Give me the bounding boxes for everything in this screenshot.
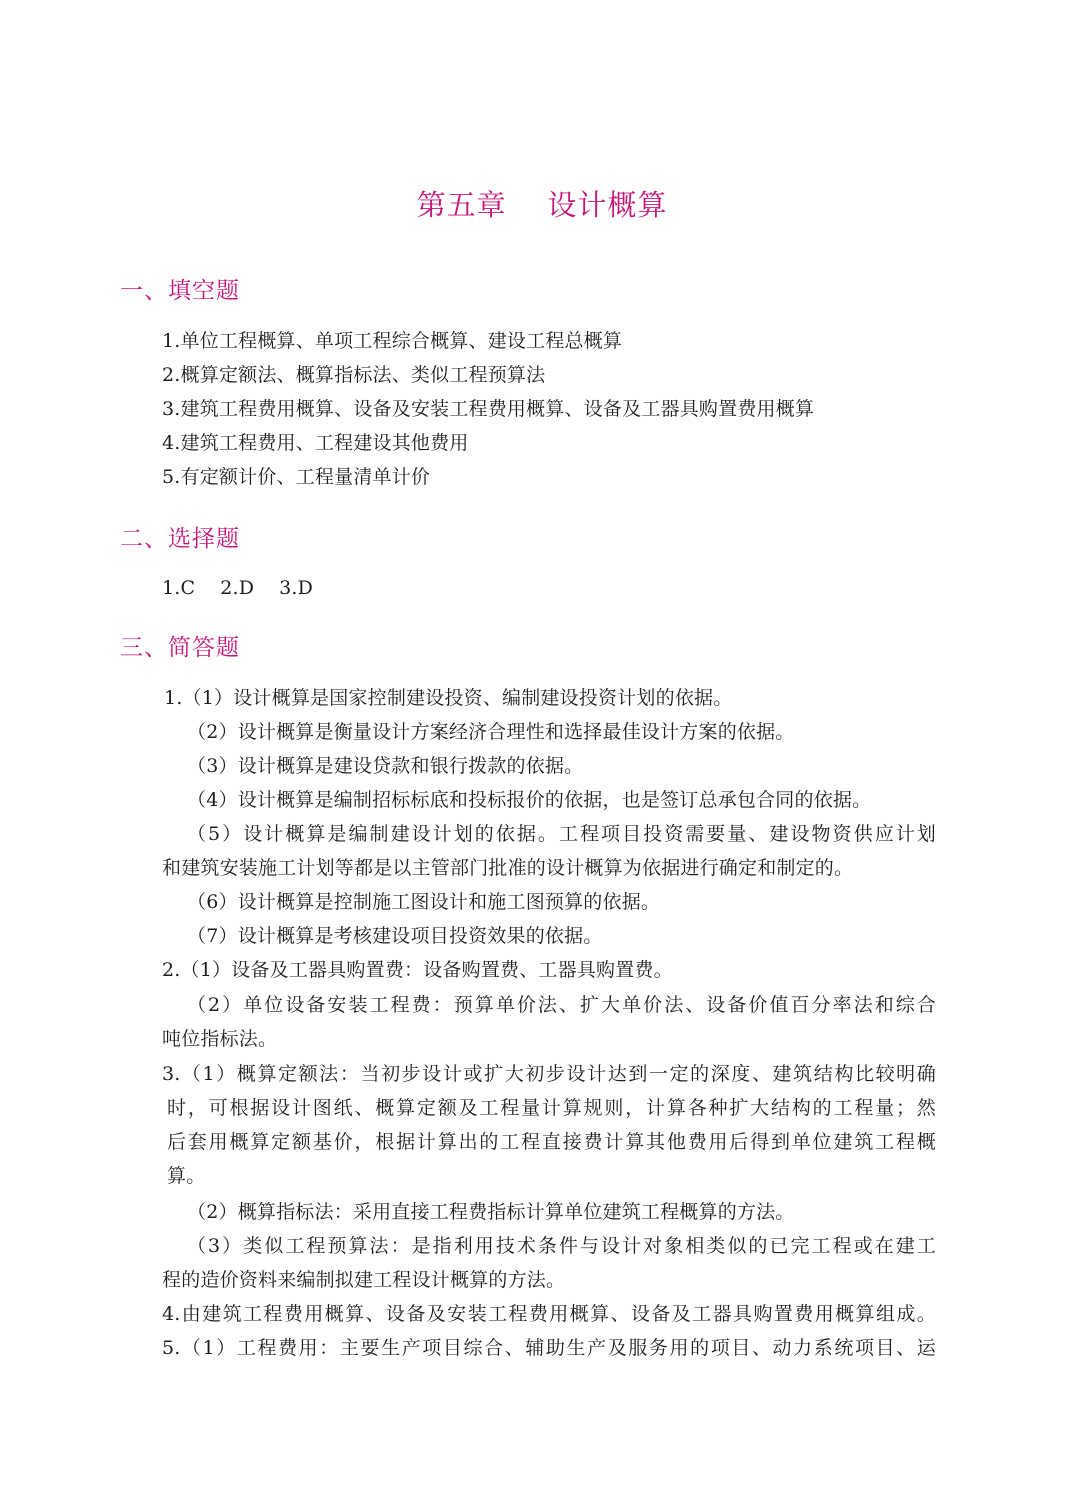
answer-line: 4.建筑工程费用、工程建设其他费用: [162, 432, 469, 454]
answer-line: （6）设计概算是控制施工图设计和施工图预算的依据。: [187, 891, 661, 913]
answer-line: （3）类似工程预算法：是指利用技术条件与设计对象相类似的已完工程或在建工: [187, 1235, 936, 1257]
answer-line: 程的造价资料来编制拟建工程设计概算的方法。: [162, 1269, 566, 1291]
answer-line: 后套用概算定额基价，根据计算出的工程直接费计算其他费用后得到单位建筑工程概: [167, 1131, 936, 1153]
answer-line: 时，可根据设计图纸、概算定额及工程量计算规则，计算各种扩大结构的工程量；然: [167, 1097, 936, 1119]
answer-line: （2）设计概算是衡量设计方案经济合理性和选择最佳设计方案的依据。: [187, 721, 795, 743]
answer-line: 3.（1）概算定额法：当初步设计或扩大初步设计达到一定的深度、建筑结构比较明确: [162, 1063, 936, 1085]
answer-line: 2.（1）设备及工器具购置费：设备购置费、工器具购置费。: [162, 959, 673, 981]
answer-line: 1.C 2.D 3.D: [162, 577, 314, 599]
answer-line: 1.单位工程概算、单项工程综合概算、建设工程总概算: [162, 330, 623, 352]
answer-line: 算。: [167, 1165, 206, 1187]
answer-line: 4.由建筑工程费用概算、设备及安装工程费用概算、设备及工器具购置费用概算组成。: [162, 1303, 936, 1325]
answer-line: 吨位指标法。: [162, 1028, 278, 1050]
answer-line: （2）单位设备安装工程费：预算单价法、扩大单价法、设备价值百分率法和综合: [187, 994, 936, 1016]
answer-line: 和建筑安装施工计划等都是以主管部门批准的设计概算为依据进行确定和制定的。: [162, 857, 854, 879]
answer-line: 5.有定额计价、工程量清单计价: [162, 466, 431, 488]
chapter-title: 第五章 设计概算: [416, 188, 668, 222]
answer-line: （2）概算指标法：采用直接工程费指标计算单位建筑工程概算的方法。: [187, 1201, 795, 1223]
answer-line: 1.（1）设计概算是国家控制建设投资、编制建设投资计划的依据。: [164, 687, 733, 709]
answer-line: 2.概算定额法、概算指标法、类似工程预算法: [162, 364, 546, 386]
answer-line: 5.（1）工程费用：主要生产项目综合、辅助生产及服务用的项目、动力系统项目、运: [162, 1337, 936, 1359]
section-heading-short-answer: 三、简答题: [120, 635, 240, 661]
answer-line: （4）设计概算是编制招标标底和投标报价的依据，也是签订总承包合同的依据。: [187, 789, 872, 811]
answer-line: （5）设计概算是编制建设计划的依据。工程项目投资需要量、建设物资供应计划: [187, 823, 936, 845]
answer-line: （7）设计概算是考核建设项目投资效果的依据。: [187, 925, 603, 947]
section-heading-multiple-choice: 二、选择题: [120, 526, 240, 552]
answer-line: 3.建筑工程费用概算、设备及安装工程费用概算、设备及工器具购置费用概算: [162, 398, 815, 420]
section-heading-fill-blank: 一、填空题: [120, 278, 240, 304]
answer-line: （3）设计概算是建设贷款和银行拨款的依据。: [187, 755, 584, 777]
